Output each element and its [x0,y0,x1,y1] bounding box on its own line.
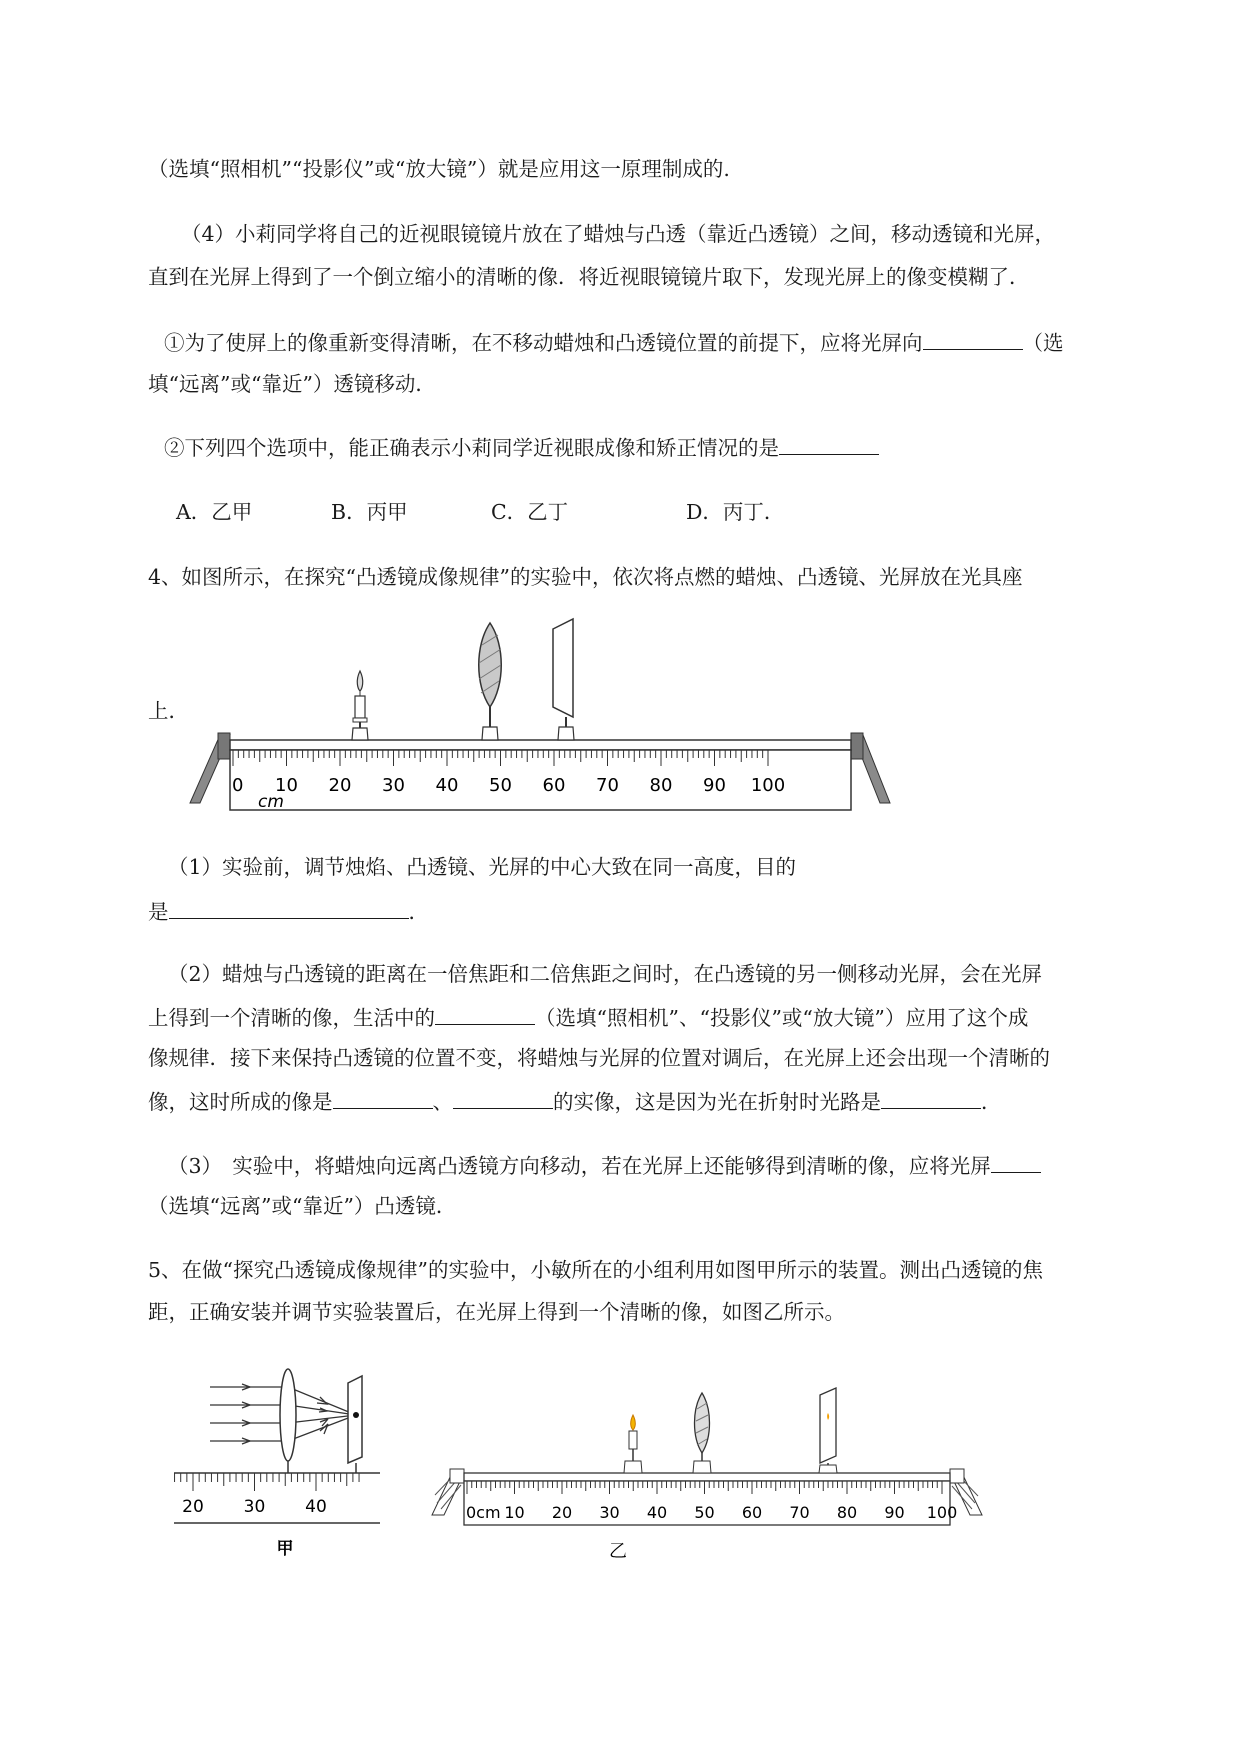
tick-label: 40 [646,1503,668,1522]
text-line: （选填“照相机”“投影仪”或“放大镜”）就是应用这一原理制成的. [148,157,730,181]
question-text: （选填“远离”或“靠近”）凸透镜． [148,1194,457,1218]
figure-caption: 甲 [276,1539,294,1559]
tick-label: 90 [703,775,726,796]
question-text: 直到在光屏上得到了一个倒立缩小的清晰的像．将近视眼镜镜片取下，发现光屏上的像变模糊了． [148,265,1030,289]
tick-label: 10 [275,775,298,796]
bench-rail [230,740,851,750]
tick-label: 100 [926,1503,958,1522]
convex-lens [693,1393,711,1473]
answer-blank[interactable] [453,1086,553,1109]
screen-icon [820,1388,836,1463]
tick-label: 60 [741,1503,763,1522]
question-text-part: ． [408,900,429,924]
focal-point [353,1412,359,1418]
question-text [168,1150,1041,1180]
question-stem: 5、在做“探究凸透镜成像规律”的实验中，小敏所在的小组利用如图甲所示的装置。测出凸透镜的焦 [148,1258,1044,1282]
question-text [148,1086,1002,1116]
tick-label: 40 [435,775,459,796]
answer-blank[interactable] [169,896,409,919]
question-text: （1）实验前，调节烛焰、凸透镜、光屏的中心大致在同一高度，目的 [168,855,797,879]
option-c[interactable]: C．乙丁 [491,500,569,524]
focal-length-figure [180,1375,410,1560]
candle [352,671,368,740]
question-text-part: ． [981,1090,1002,1114]
unit-label: cm [258,792,284,812]
tick-label: 20 [182,1497,204,1517]
tick-label: 80 [836,1503,858,1522]
tick-label: 30 [599,1503,620,1522]
question-text: 像规律．接下来保持凸透镜的位置不变，将蜡烛与光屏的位置对调后，在光屏上还会出现一个清晰的 [148,1046,1050,1070]
question-stem: 4、如图所示，在探究“凸透镜成像规律”的实验中，依次将点燃的蜡烛、凸透镜、光屏放在光具座 [148,565,1023,589]
answer-blank[interactable] [881,1086,981,1109]
candle [624,1415,642,1473]
tick-label: 20 [551,1503,573,1522]
sub-question-text: （选 [1022,331,1064,355]
optical-bench-figure-b [432,1385,982,1565]
tick-label: 100 [750,775,786,796]
tick-label: 50 [694,1503,715,1522]
light-screen [819,1388,837,1473]
figure-caption: 乙 [609,1541,627,1562]
flame-icon [357,671,362,691]
screen-icon [553,619,573,717]
question-text-part: 像，这时所成的像是 [148,1090,333,1114]
question-stem: 距，正确安装并调节实验装置后，在光屏上得到一个清晰的像，如图乙所示。 [148,1300,845,1324]
tick-label: 60 [542,775,566,796]
tick-label: 40 [305,1497,327,1517]
option-b[interactable]: B．丙甲 [331,500,408,524]
tick-label: 0 [232,775,244,796]
answer-blank[interactable] [991,1150,1041,1173]
question-text [148,896,429,926]
convex-lens [479,623,502,740]
ruler-ticks [174,1473,380,1523]
bench-end-left [218,733,230,759]
question-text-part: （3） 实验中，将蜡烛向远离凸透镜方向移动，若在光屏上还能够得到清晰的像，应将光屏 [168,1154,991,1178]
question-text-part: 、 [432,1090,453,1114]
option-a[interactable]: A．乙甲 [176,500,253,524]
question-text-part: 是 [148,900,169,924]
sub-question [164,432,879,462]
question-text [148,1002,1028,1032]
question-text: （2）蜡烛与凸透镜的距离在一倍焦距和二倍焦距之间时，在凸透镜的另一侧移动光屏，会在光屏 [168,962,1043,986]
tick-label: 80 [649,775,673,796]
sub-question-text: ①为了使屏上的像重新变得清晰，在不移动蜡烛和凸透镜位置的前提下，应将光屏向 [164,331,923,355]
sub-question-text: ②下列四个选项中，能正确表示小莉同学近视眼成像和矫正情况的是 [164,436,779,460]
tick-label: 20 [328,775,352,796]
tick-label: 0cm [466,1503,501,1522]
lens-icon [280,1369,296,1461]
answer-blank[interactable] [435,1002,535,1025]
optical-bench-figure [190,615,890,815]
tick-label: 50 [489,775,512,796]
question-text-part: 上得到一个清晰的像，生活中的 [148,1006,435,1030]
tick-label: 10 [504,1503,525,1522]
tick-label: 70 [596,775,619,796]
bench-rail [464,1473,950,1481]
screen-icon [348,1376,362,1463]
tick-label: 30 [243,1497,266,1517]
option-d[interactable]: D．丙丁． [686,500,785,524]
text-line: 填“远离”或“靠近”）透镜移动． [148,372,436,396]
flame-icon [631,1415,636,1430]
tick-label: 70 [789,1503,810,1522]
question-stem: 上． [148,699,189,723]
light-screen [553,619,574,740]
question-text-part: 的实像，这是因为光在折射时光路是 [553,1090,881,1114]
question-text-part: （选填“照相机”、“投影仪”或“放大镜”）应用了这个成 [535,1006,1029,1030]
answer-blank[interactable] [333,1086,433,1109]
answer-blank[interactable] [779,432,879,455]
tick-label: 30 [382,775,405,796]
lens-icon [695,1393,710,1453]
answer-blank[interactable] [923,327,1023,350]
tick-label: 90 [884,1503,905,1522]
bench-end-right [851,733,863,759]
sub-question [164,327,1064,357]
question-text: （4）小莉同学将自己的近视眼镜镜片放在了蜡烛与凸透（靠近凸透镜）之间，移动透镜和光屏， [181,222,1056,246]
